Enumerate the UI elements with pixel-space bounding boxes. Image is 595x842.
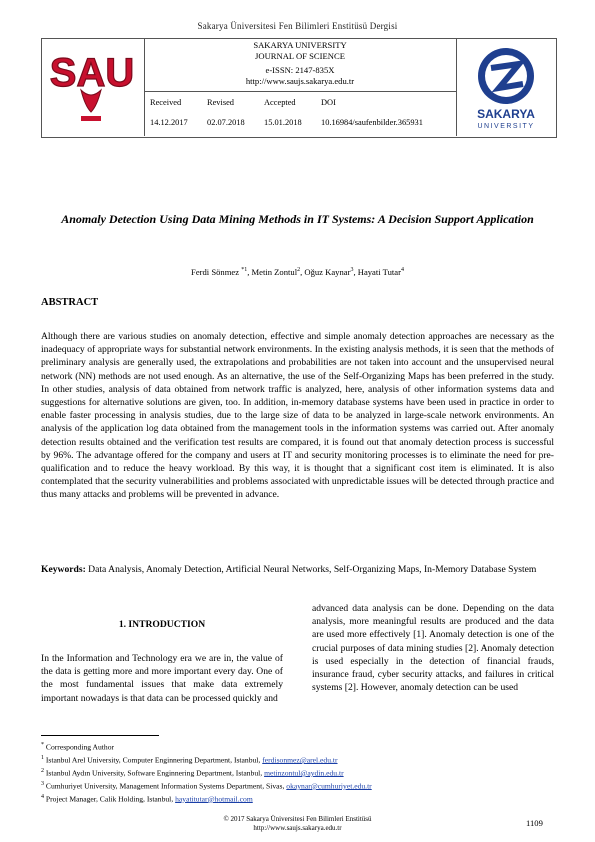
footnotes: [41, 740, 554, 805]
sau-logo-text: SAU: [49, 51, 135, 95]
footnote-4: [41, 792, 554, 805]
author-4-sup: 4: [400, 267, 404, 274]
abstract-heading: ABSTRACT: [41, 297, 99, 308]
meta-value-accepted: 15.01.2018: [264, 118, 302, 127]
author-1: Ferdi Sönmez: [191, 267, 240, 277]
footnote-4-text: Project Manager, Calik Holding, Istanbul,: [45, 794, 174, 804]
footnote-1-sup: 1: [41, 754, 44, 761]
footnote-4-email-link[interactable]: hayatitutar@hotmail.com: [175, 794, 253, 804]
running-header: Sakarya Üniversitesi Fen Bilimleri Enstitüsü Dergisi: [197, 21, 398, 31]
author-2: Metin Zontul: [251, 267, 298, 277]
author-list: Ferdi Sönmez $^{*1}$, Metin Zontul$^2$, Oğuz Kaynar$^3$, Hayati Tutar$^4$: [191, 267, 404, 277]
journal-info: [144, 40, 456, 87]
meta-label-revised: Revised: [207, 98, 234, 107]
author-4: Hayati Tutar: [357, 267, 401, 277]
footnote-1-email-link[interactable]: ferdisonmez@arel.edu.tr: [262, 755, 338, 765]
sakarya-logo-subtext: UNIVERSITY: [477, 123, 535, 130]
meta-value-revised: 02.07.2018: [207, 118, 245, 127]
author-3: Oğuz Kaynar: [304, 267, 351, 277]
footnote-3-sup: 3: [41, 780, 44, 787]
footnote-corresponding: [41, 740, 554, 753]
sau-logo-cell: [41, 38, 145, 136]
intro-left-column: In the Information and Technology era we are in, the value of the data is getting more and more important every day. One of the most fundamental issues that make data extremely important nowadays is that data can be processed quickly and: [41, 653, 283, 704]
footnote-2-email-link[interactable]: metinzontul@aydin.edu.tr: [264, 768, 344, 778]
author-3-sup: 3: [350, 267, 354, 274]
page-number: 1109: [526, 818, 543, 828]
footer-copyright: © 2017 Sakarya Üniversitesi Fen Bilimleri Enstitüsü: [223, 815, 372, 823]
abstract-body: Although there are various studies on anomaly detection, effective and simple anomaly detection approaches are necessary as the inadequacy of appropriate ways for substantial network environments. In the existing analysis methods, it is seen that the methods of preliminary analysis are generally used, the extrapolations and probabilities are not taken into account and the unsupervised neural network (NN) methods are not used enough. As an alternative, the use of the Self-Organizing Maps has been preferred in the study. In other studies, analysis of data obtained from network traffic is analyzed, here, analysis of other information systems data and suggestions for alternative solutions are given, too. In addition, in-memory database systems have been used in practice in order to enable faster processing in analysis studies, due to the large size of data to be analyzed in large-scale network environments. An analysis of the application log data obtained from the management tools in the information systems was carried out. After anomaly detection results obtained and the verification test results are compared, it is found out that anomaly detection process is successful by 96%. The advantage offered for the company and users at IT and security monitoring processes is to eliminate the need for pre-qualification and to reduce the heavy workload. By this way, it is thought that a significant cost item is eliminated. It is also contemplated that the security vulnerabilities and problems associated with unpredictable issues will be detected through practice and thus many attacks and problems will be prevented in advance.: [41, 331, 554, 501]
sakarya-logo-cell: [456, 38, 556, 136]
meta-value-received: 14.12.2017: [150, 118, 188, 127]
footnote-1: [41, 753, 554, 766]
footnote-3-text: Cumhuriyet University, Management Information Systems Department, Sivas,: [45, 781, 285, 791]
keywords: [41, 563, 554, 576]
header-divider: [144, 91, 456, 92]
footnote-2: [41, 766, 554, 779]
footnote-corr-text: Corresponding Author: [45, 742, 115, 752]
journal-eissn: e-ISSN: 2147-835X: [265, 65, 335, 75]
sakarya-logo-text: SAKARYA: [477, 107, 535, 121]
paper-title: Anomaly Detection Using Data Mining Methods in IT Systems: A Decision Support Application: [61, 212, 534, 226]
footnote-2-text: Istanbul Aydın University, Software Enginnering Department, Istanbul,: [45, 768, 263, 778]
keywords-label: Keywords:: [41, 564, 86, 575]
sau-logo-icon: [41, 38, 144, 136]
footnote-rule: [41, 735, 159, 736]
meta-label-doi: DOI: [321, 98, 336, 107]
journal-name-line1: SAKARYA UNIVERSITY: [253, 40, 347, 50]
journal-url[interactable]: http://www.saujs.sakarya.edu.tr: [245, 76, 355, 86]
footnote-1-text: Istanbul Arel University, Computer Enginnering Department, Istanbul,: [45, 755, 261, 765]
meta-label-accepted: Accepted: [264, 98, 296, 107]
meta-label-received: Received: [150, 98, 182, 107]
keywords-text: Data Analysis, Anomaly Detection, Artificial Neural Networks, Self-Organizing Maps, In-Memory Database System: [88, 564, 537, 575]
footnote-2-sup: 2: [41, 767, 44, 774]
footnote-corr-sup: *: [41, 742, 44, 748]
footnote-3-email-link[interactable]: okaynar@cumhuriyet.edu.tr: [286, 781, 372, 791]
page-footer: [0, 815, 595, 833]
footer-url[interactable]: http://www.saujs.sakarya.edu.tr: [253, 824, 342, 832]
author-1-sup: *1: [241, 267, 248, 274]
footnote-3: [41, 779, 554, 792]
sakarya-university-logo-icon: [457, 38, 556, 136]
section-title-introduction: 1. INTRODUCTION: [118, 619, 206, 630]
intro-right-column: advanced data analysis can be done. Depending on the data analysis, more meaningful results are produced and the data are used more effectively [1]. Anomaly detection is one of the crucial purposes of data mining studies [2]. Anomaly detection is used especially in the detection of financial frauds, insurance fraud, cyber security attacks, and failures in critical systems [2]. However, anomaly detection can be used: [312, 603, 554, 694]
journal-name-line2: JOURNAL OF SCIENCE: [255, 51, 345, 61]
author-2-sup: 2: [297, 267, 301, 274]
footnote-4-sup: 4: [41, 793, 44, 800]
meta-value-doi[interactable]: 10.16984/saufenbilder.365931: [321, 118, 423, 127]
